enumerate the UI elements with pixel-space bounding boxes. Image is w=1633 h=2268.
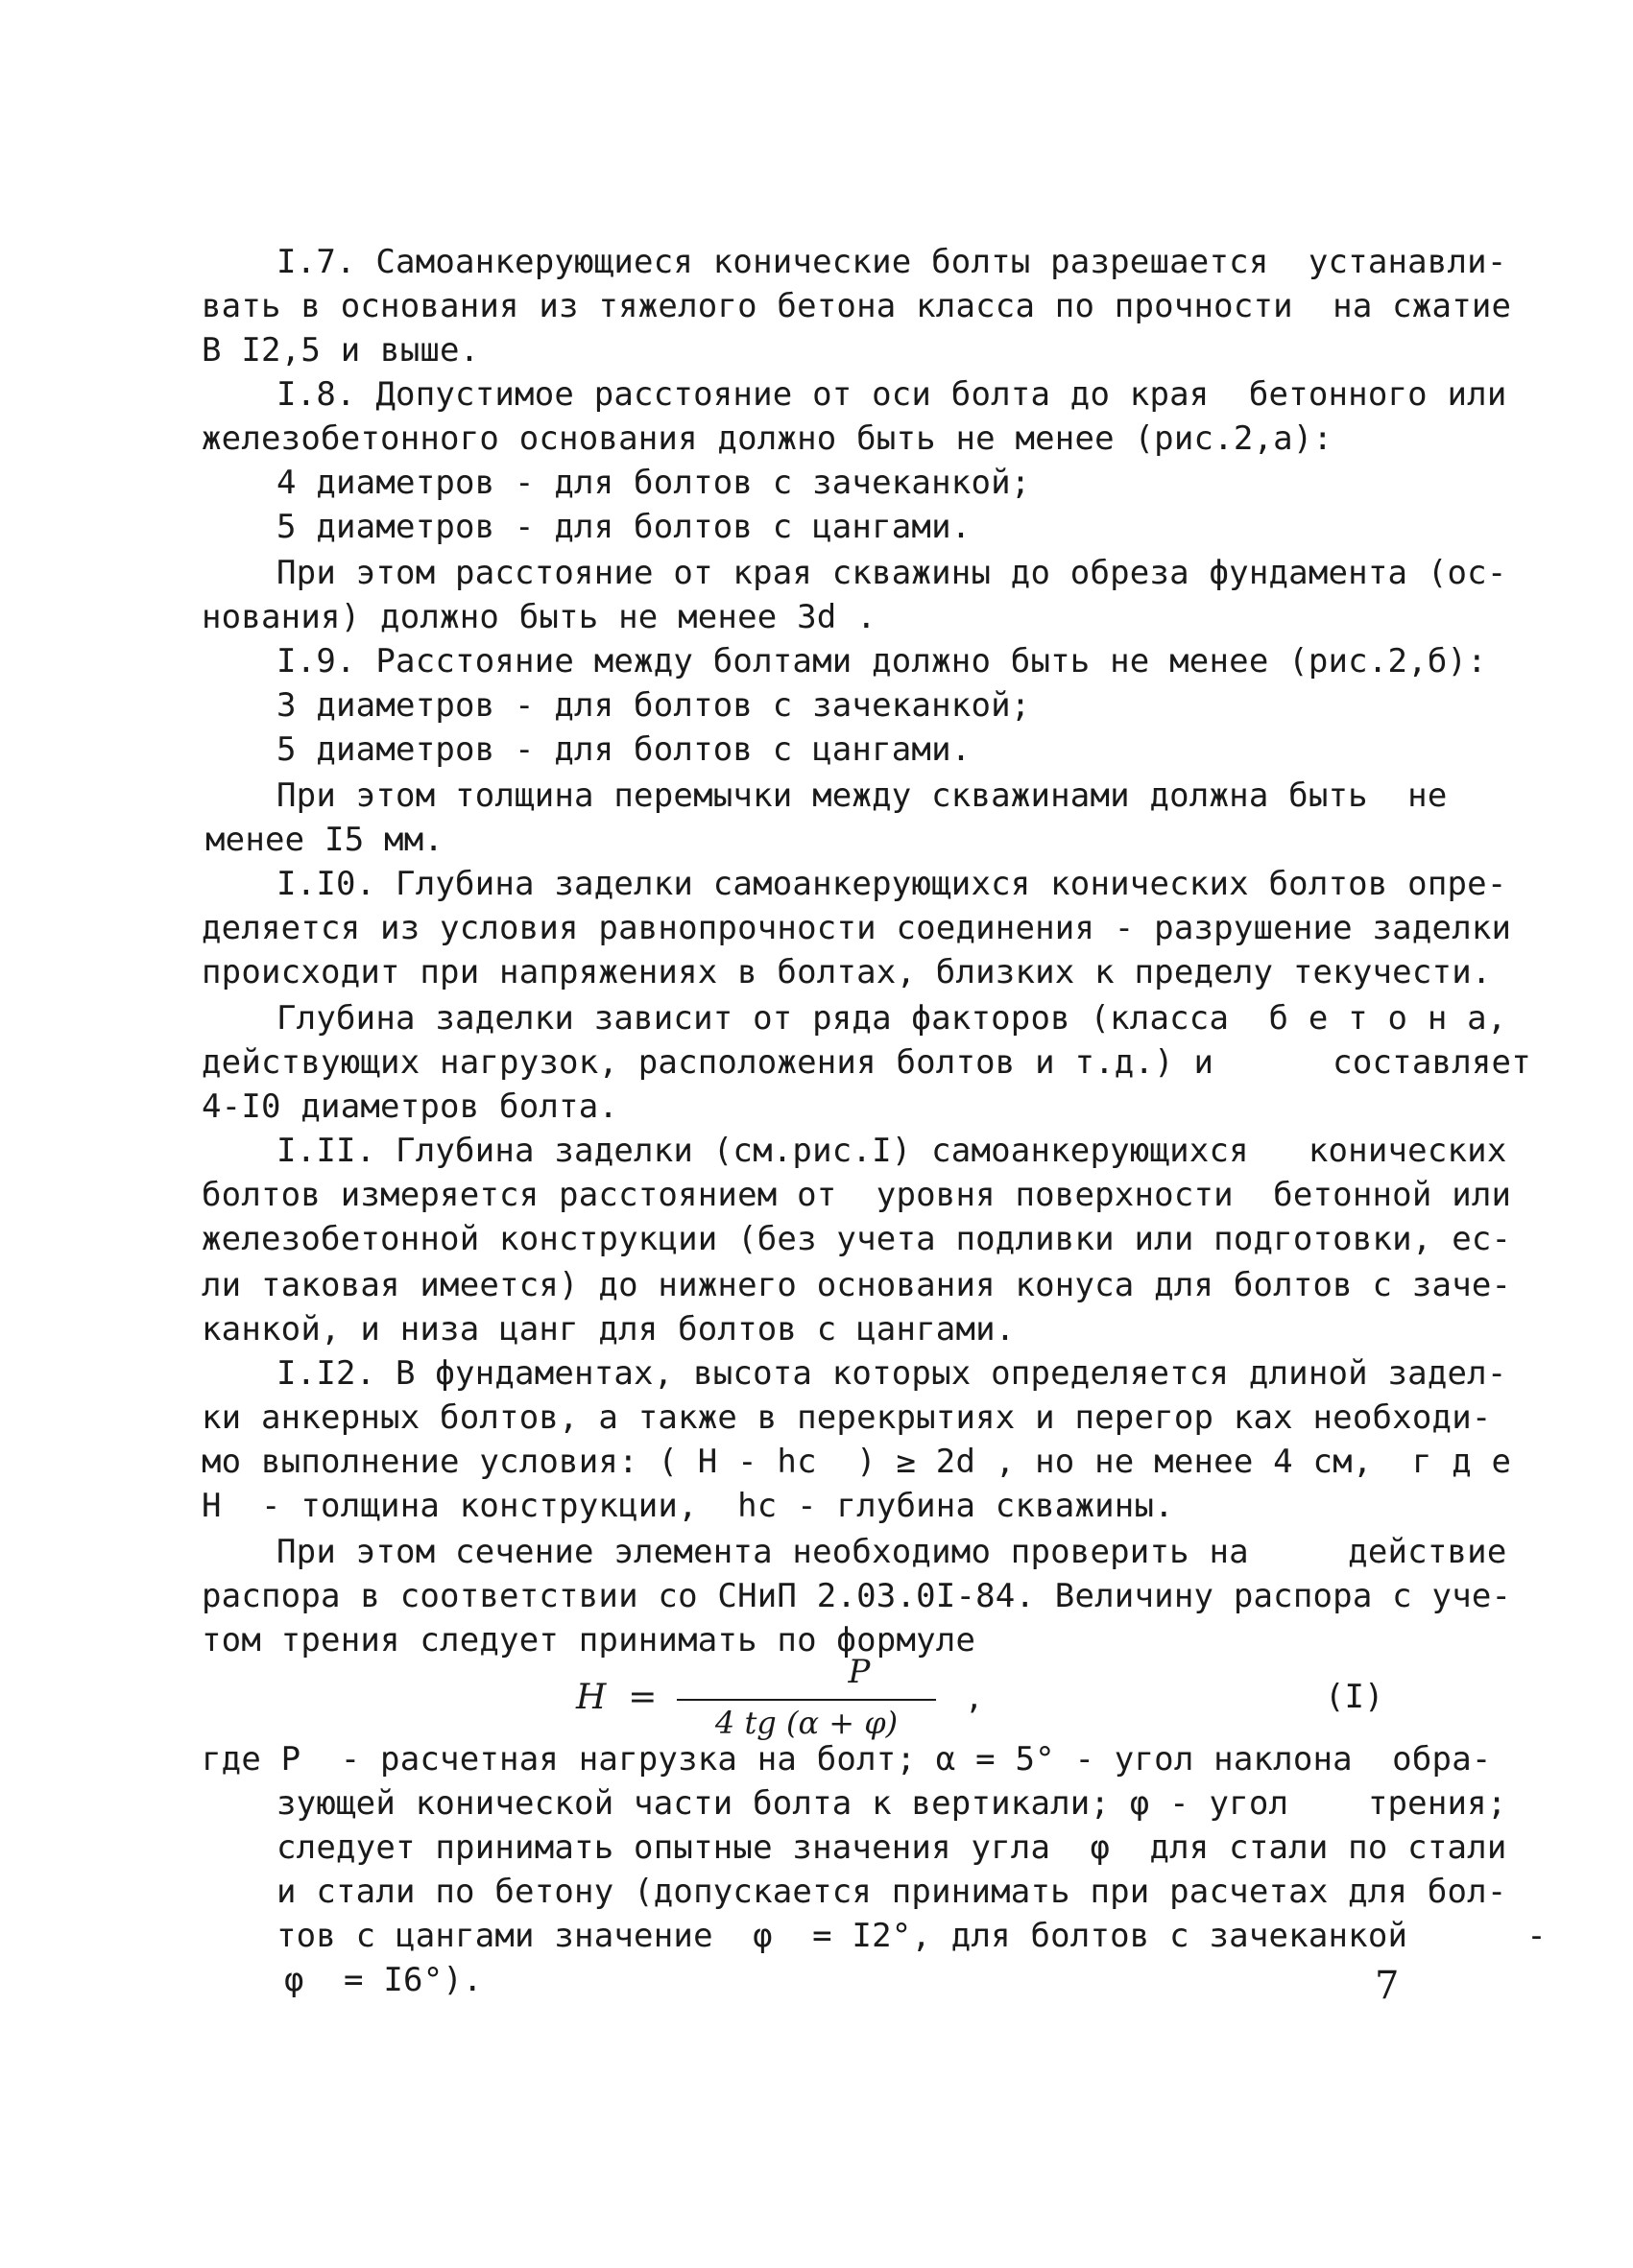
text-line: и стали по бетону (допускается принимать при расчетах для бол-	[276, 1873, 1507, 1911]
text-line: I.9. Расстояние между болтами должно быть не менее (рис.2,б):	[276, 642, 1487, 680]
text-line: 4-I0 диаметров болта.	[202, 1087, 619, 1126]
text-line: ли таковая имеется) до нижнего основания конуса для болтов с заче-	[202, 1266, 1512, 1304]
text-line: 5 диаметров - для болтов с цангами.	[276, 508, 972, 546]
text-line: I.I2. В фундаментах, высота которых определяется длиной задел-	[276, 1354, 1507, 1393]
text-line: канкой, и низа цанг для болтов с цангами.	[202, 1310, 1016, 1349]
text-line: 3 диаметров - для болтов с зачеканкой;	[276, 686, 1031, 725]
text-line: где P - расчетная нагрузка на болт; α = 5° - угол наклона обра-	[202, 1740, 1492, 1779]
text-line: железобетонного основания должно быть не менее (рис.2,а):	[202, 419, 1333, 458]
text-line: При этом толщина перемычки между скважинами должна быть не	[276, 776, 1448, 815]
text-line: менее I5 мм.	[205, 821, 444, 859]
text-line: болтов измеряется расстоянием от уровня поверхности бетонной или	[202, 1176, 1512, 1214]
formula-number: (I)	[1325, 1678, 1384, 1716]
formula-denominator: 4 tg (α + φ)	[714, 1705, 899, 1741]
text-line: При этом сечение элемента необходимо проверить на действие	[276, 1533, 1507, 1571]
text-line: H - толщина конструкции, hc - глубина скважины.	[202, 1487, 1174, 1525]
text-line: В I2,5 и выше.	[202, 331, 480, 370]
text-line: следует принимать опытные значения угла φ для стали по стали	[276, 1828, 1507, 1867]
formula-fraction-bar	[677, 1699, 936, 1701]
page-number: 7	[1375, 1964, 1400, 2008]
text-line: Глубина заделки зависит от ряда факторов (класса б е т о н а,	[276, 999, 1507, 1038]
text-line: φ = I6°).	[284, 1961, 483, 1999]
text-line: I.8. Допустимое расстояние от оси болта до края бетонного или	[276, 375, 1507, 414]
text-line: I.I0. Глубина заделки самоанкерующихся конических болтов опре-	[276, 865, 1507, 903]
text-line: происходит при напряжениях в болтах, близких к пределу текучести.	[202, 953, 1492, 991]
text-line: ки анкерных болтов, а также в перекрытиях и перегор ках необходи-	[202, 1398, 1492, 1437]
text-line: I.7. Самоанкерующиеся конические болты разрешается устанавли-	[276, 243, 1507, 281]
formula-comma: ,	[965, 1680, 984, 1716]
formula-lhs: H =	[576, 1678, 658, 1717]
text-line: тов с цангами значение φ = I2°, для болтов с зачеканкой -	[276, 1917, 1547, 1955]
text-line: нования) должно быть не менее 3d .	[202, 598, 877, 636]
text-line: железобетонной конструкции (без учета подливки или подготовки, ес-	[202, 1220, 1512, 1258]
text-line: I.II. Глубина заделки (см.рис.I) самоанкерующихся конических	[276, 1132, 1507, 1170]
text-line: деляется из условия равнопрочности соединения - разрушение заделки	[202, 909, 1512, 947]
text-line: 4 диаметров - для болтов с зачеканкой;	[276, 464, 1031, 502]
text-line: действующих нагрузок, расположения болтов и т.д.) и составляет	[202, 1043, 1531, 1082]
text-line: 5 диаметров - для болтов с цангами.	[276, 730, 972, 769]
text-line: мо выполнение условия: ( H - hc ) ≥ 2d , но не менее 4 см, г д е	[202, 1443, 1512, 1481]
text-line: При этом расстояние от края скважины до обреза фундамента (ос-	[276, 554, 1507, 592]
text-line: том трения следует принимать по формуле	[202, 1621, 976, 1659]
text-line: распора в соответствии со СНиП 2.03.0I-84. Величину распора с уче-	[202, 1577, 1512, 1615]
formula-numerator: P	[848, 1653, 871, 1691]
text-line: зующей конической части болта к вертикали; φ - угол трения;	[276, 1784, 1507, 1823]
formula	[576, 1653, 984, 1745]
text-line: вать в основания из тяжелого бетона класса по прочности на сжатие	[202, 287, 1512, 325]
